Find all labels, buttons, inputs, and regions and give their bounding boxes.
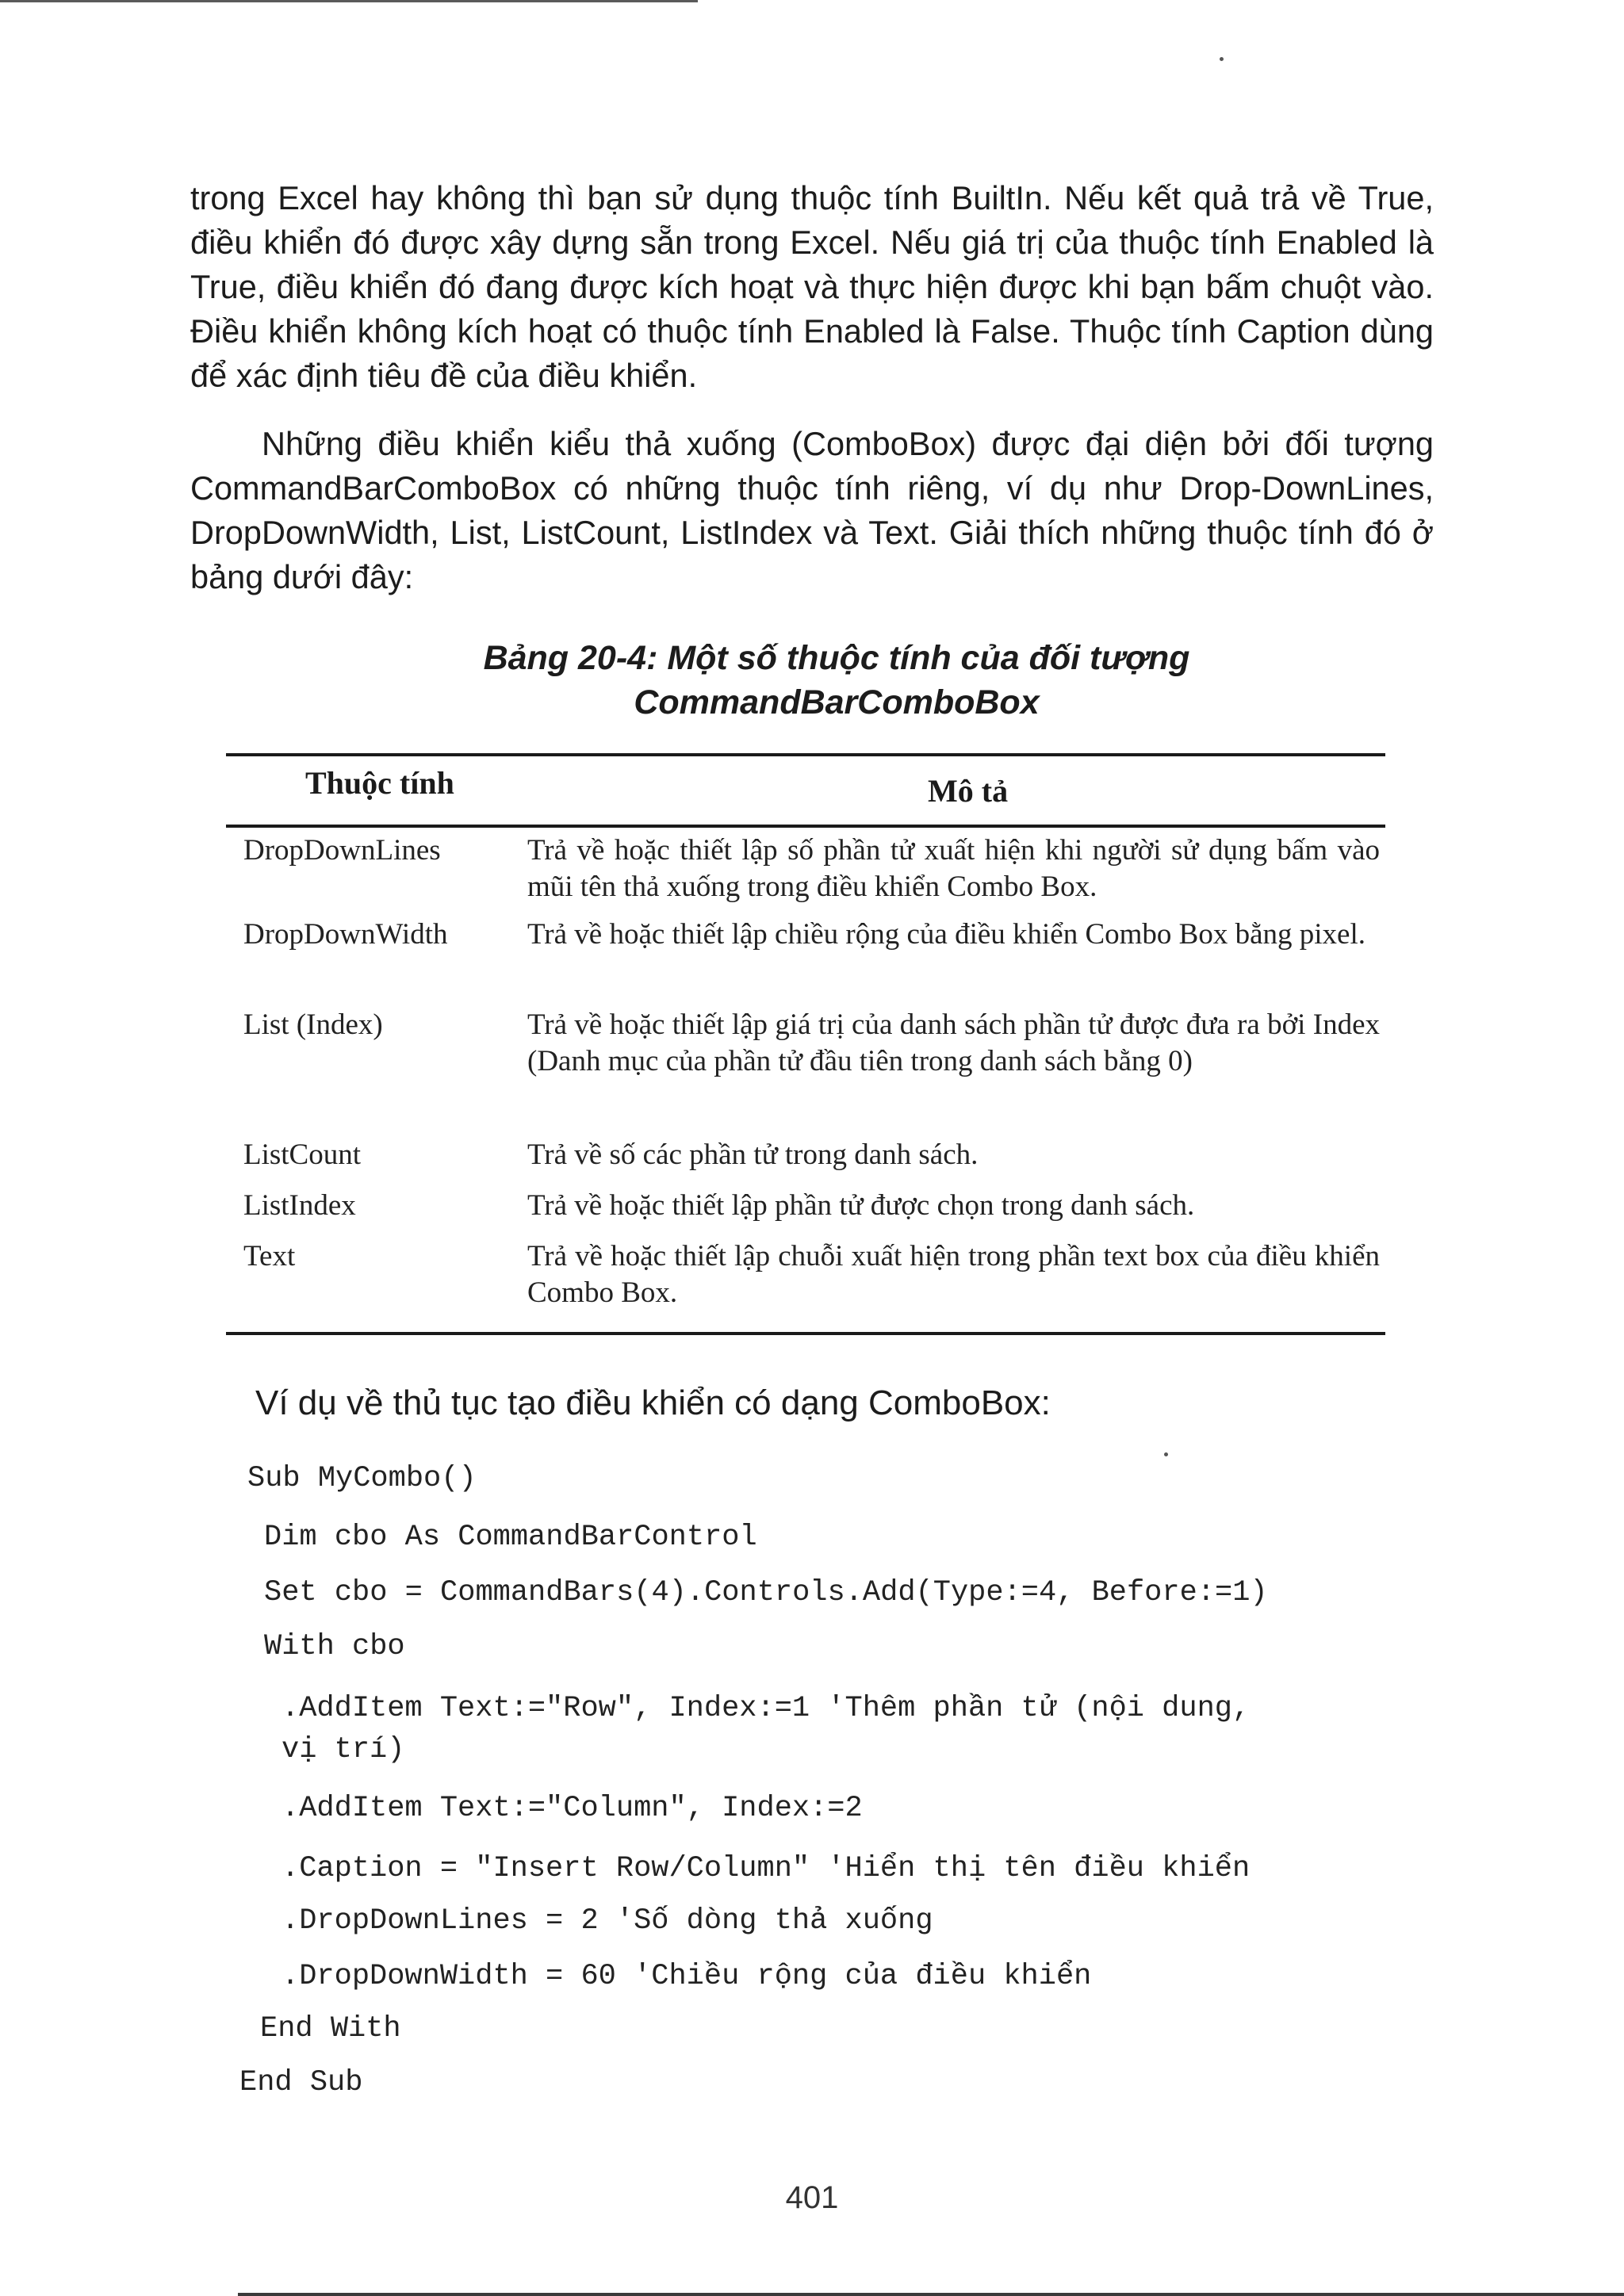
row-property: ListCount <box>243 1138 362 1171</box>
code-line: With cbo <box>264 1630 405 1663</box>
code-line: End With <box>260 2012 401 2045</box>
table-bottom-rule <box>226 1332 1385 1335</box>
row-property: List (Index) <box>243 1008 383 1041</box>
scan-edge-top <box>0 0 698 2</box>
row-property: ListIndex <box>243 1189 356 1222</box>
row-description: Trả về hoặc thiết lập giá trị của danh sách phần tử được đưa ra bởi Index (Danh mục của phần tử đầu tiên trong danh sách bằng 0) <box>527 1008 1380 1077</box>
row-description: Trả về số các phần tử trong danh sách. <box>527 1138 979 1171</box>
code-line: .Caption = "Insert Row/Column" 'Hiển thị tên điều khiển <box>282 1852 1251 1885</box>
example-intro: Ví dụ về thủ tục tạo điều khiển có dạng ComboBox: <box>255 1383 1051 1422</box>
row-description: Trả về hoặc thiết lập phần tử được chọn trong danh sách. <box>527 1189 1195 1222</box>
scan-edge-bottom <box>238 2293 1624 2296</box>
page-number: 401 <box>785 2180 839 2215</box>
header-description: Mô tả <box>928 773 1009 809</box>
code-line: .DropDownLines = 2 'Số dòng thả xuống <box>282 1904 933 1938</box>
code-line: Set cbo = CommandBars(4).Controls.Add(Type:=4, Before:=1) <box>264 1576 1268 1609</box>
row-property: Text <box>243 1240 296 1272</box>
scan-speck <box>1220 57 1224 61</box>
scan-speck <box>1164 1452 1168 1456</box>
code-line: .AddItem Text:="Row", Index:=1 'Thêm phần tử (nội dung, <box>282 1692 1251 1725</box>
code-line: Dim cbo As CommandBarControl <box>264 1521 757 1554</box>
code-line: vị trí) <box>282 1733 405 1766</box>
table-top-rule <box>226 753 1385 756</box>
code-line: .AddItem Text:="Column", Index:=2 <box>282 1792 863 1825</box>
code-line: End Sub <box>239 2066 363 2099</box>
paragraph-2: Những điều khiển kiểu thả xuống (ComboBox) được đại diện bởi đối tượng CommandBarComboBox có những thuộc tính riêng, ví dụ như Drop-DownLines, DropDownWidth, List, ListCount, ListIndex và Text. Giải thích những thuộc tính đó ở bảng dưới đây: <box>190 425 1434 595</box>
row-property: DropDownLines <box>243 834 441 867</box>
row-description: Trả về hoặc thiết lập số phần tử xuất hiện khi người sử dụng bấm vào mũi tên thả xuống trong điều khiển Combo Box. <box>527 834 1380 903</box>
table-caption-line-1: Bảng 20-4: Một số thuộc tính của đối tượng <box>483 639 1190 677</box>
table-caption-line-2: CommandBarComboBox <box>634 683 1040 721</box>
row-description: Trả về hoặc thiết lập chiều rộng của điều khiển Combo Box bằng pixel. <box>527 918 1366 951</box>
paragraph-1: trong Excel hay không thì bạn sử dụng thuộc tính BuiltIn. Nếu kết quả trả về True, điều khiển đó được xây dựng sẵn trong Excel. Nếu giá trị của thuộc tính Enabled là True, điều khiển đó đang được kích hoạt và thực hiện được khi bạn bấm chuột vào. Điều khiển không kích hoạt có thuộc tính Enabled là False. Thuộc tính Caption dùng để xác định tiêu đề của điều khiển. <box>190 179 1434 394</box>
code-line: .DropDownWidth = 60 'Chiều rộng của điều khiển <box>282 1960 1092 1993</box>
table-caption <box>270 636 1404 725</box>
code-line: Sub MyCombo() <box>247 1462 477 1495</box>
table-header-rule <box>226 825 1385 828</box>
row-description: Trả về hoặc thiết lập chuỗi xuất hiện trong phần text box của điều khiển Combo Box. <box>527 1240 1380 1309</box>
row-property: DropDownWidth <box>243 918 448 951</box>
header-property: Thuộc tính <box>305 765 454 801</box>
